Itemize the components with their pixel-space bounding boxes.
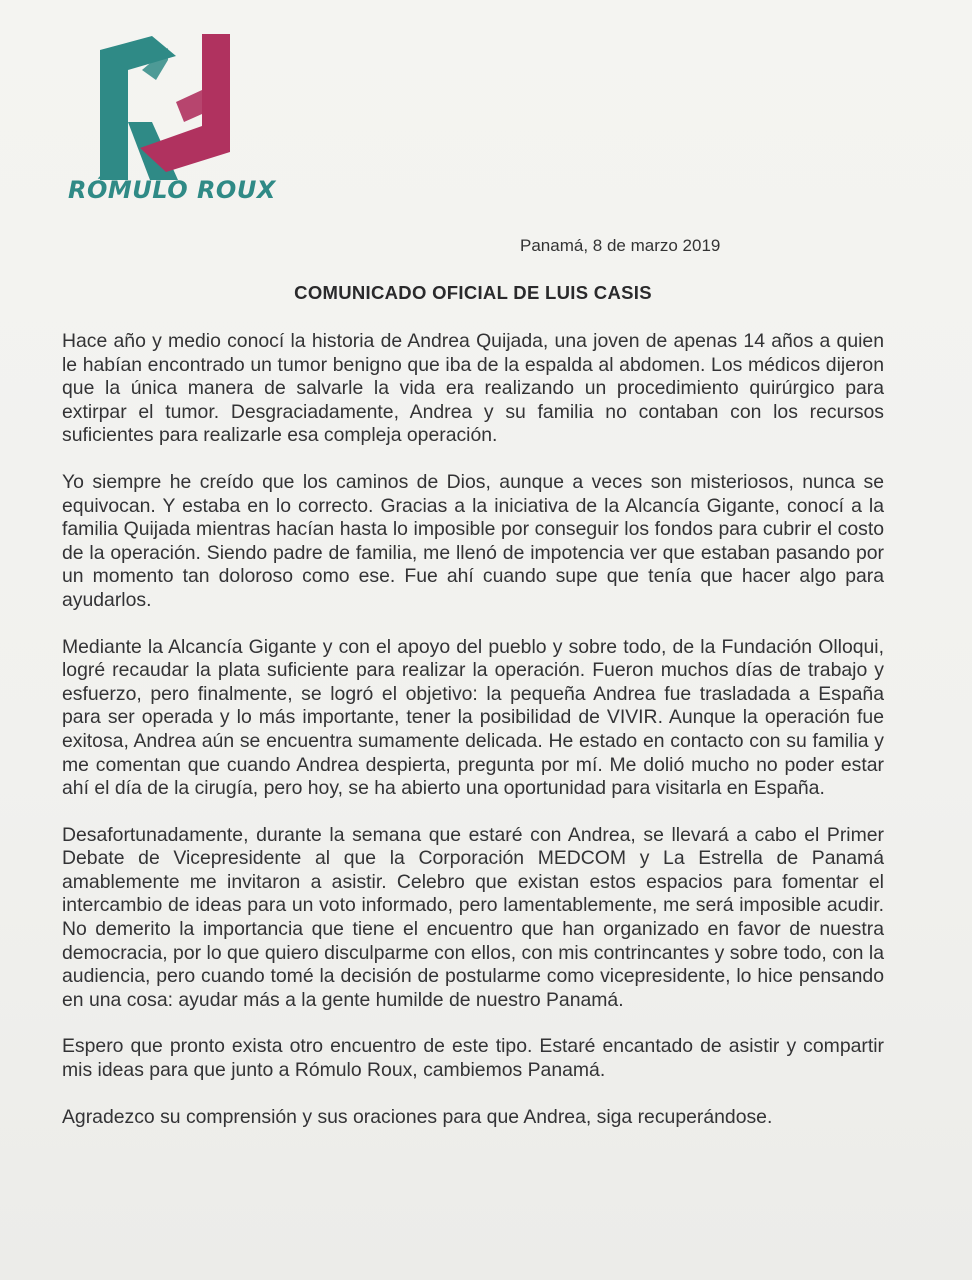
letter-title: COMUNICADO OFICIAL DE LUIS CASIS [294,282,652,303]
paragraph: Agradezco su comprensión y sus oraciones para que Andrea, siga recuperándose. [62,1105,773,1128]
letter-date: Panamá, 8 de marzo 2019 [520,236,721,255]
brand-name: RÓMULO ROUX [68,176,276,204]
paragraph: Hace año y medio conocí la historia de Andrea Quijada, una joven de apenas 14 años a quien le habían encontrado un tumor benigno que iba de la espalda al abdomen. Los médicos dijeron que la única manera de salvarle la vida era realizando un procedimiento quirúrgico para extirpar el tumor. Desgraciadamente, Andrea y su familia no contaban con los recursos suficientes para realizarle esa compleja operación. [62,330,884,447]
paragraph: Mediante la Alcancía Gigante y con el apoyo del pueblo y sobre todo, de la Fundación Olloqui, logré recaudar la plata suficiente para realizar la operación. Fueron muchos días de trabajo y esfuerzo, pero finalmente, se logró el objetivo: la pequeña Andrea fue trasladada a España para ser operada y lo más importante, tener la posibilidad de VIVIR. Aunque la operación fue exitosa, Andrea aún se encuentra sumamente delicada. He estado en contacto con su familia y me comentan que cuando Andrea despierta, pregunta por mí. Me dolió mucho no poder estar ahí el día de la cirugía, pero hoy, se ha abierto una oportunidad para visitarla en España. [62,635,884,800]
paragraph: Yo siempre he creído que los caminos de Dios, aunque a veces son misteriosos, nunca se equivocan. Y estaba en lo correcto. Gracias a la iniciativa de la Alcancía Gigante, conocí a la familia Quijada mientras hacían hasta lo imposible por conseguir los fondos para cubrir el costo de la operación. Siendo padre de familia, me llenó de impotencia ver que estaban pasando por un momento tan doloroso como ese. Fue ahí cuando supe que tenía que hacer algo para ayudarlos. [62,470,884,611]
letter-body [62,330,884,1129]
rr-monogram-logo-icon [92,30,242,180]
paragraph: Espero que pronto exista otro encuentro de este tipo. Estaré encantado de asistir y compartir mis ideas para que junto a Rómulo Roux, cambiemos Panamá. [62,1035,884,1082]
paragraph: Desafortunadamente, durante la semana que estaré con Andrea, se llevará a cabo el Primer Debate de Vicepresidente al que la Corporación MEDCOM y La Estrella de Panamá amablemente me invitaron a asistir. Celebro que existan estos espacios para fomentar el intercambio de ideas para un voto informado, pero lamentablemente, me será imposible acudir. No demerito la importancia que tiene el encuentro que han organizado en favor de nuestra democracia, por lo que quiero disculparme con ellos, con mis contrincantes y sobre todo, con la audiencia, pero cuando tomé la decisión de postularme como vicepresidente, lo hice pensando en una cosa: ayudar más a la gente humilde de nuestro Panamá. [62,823,884,1011]
